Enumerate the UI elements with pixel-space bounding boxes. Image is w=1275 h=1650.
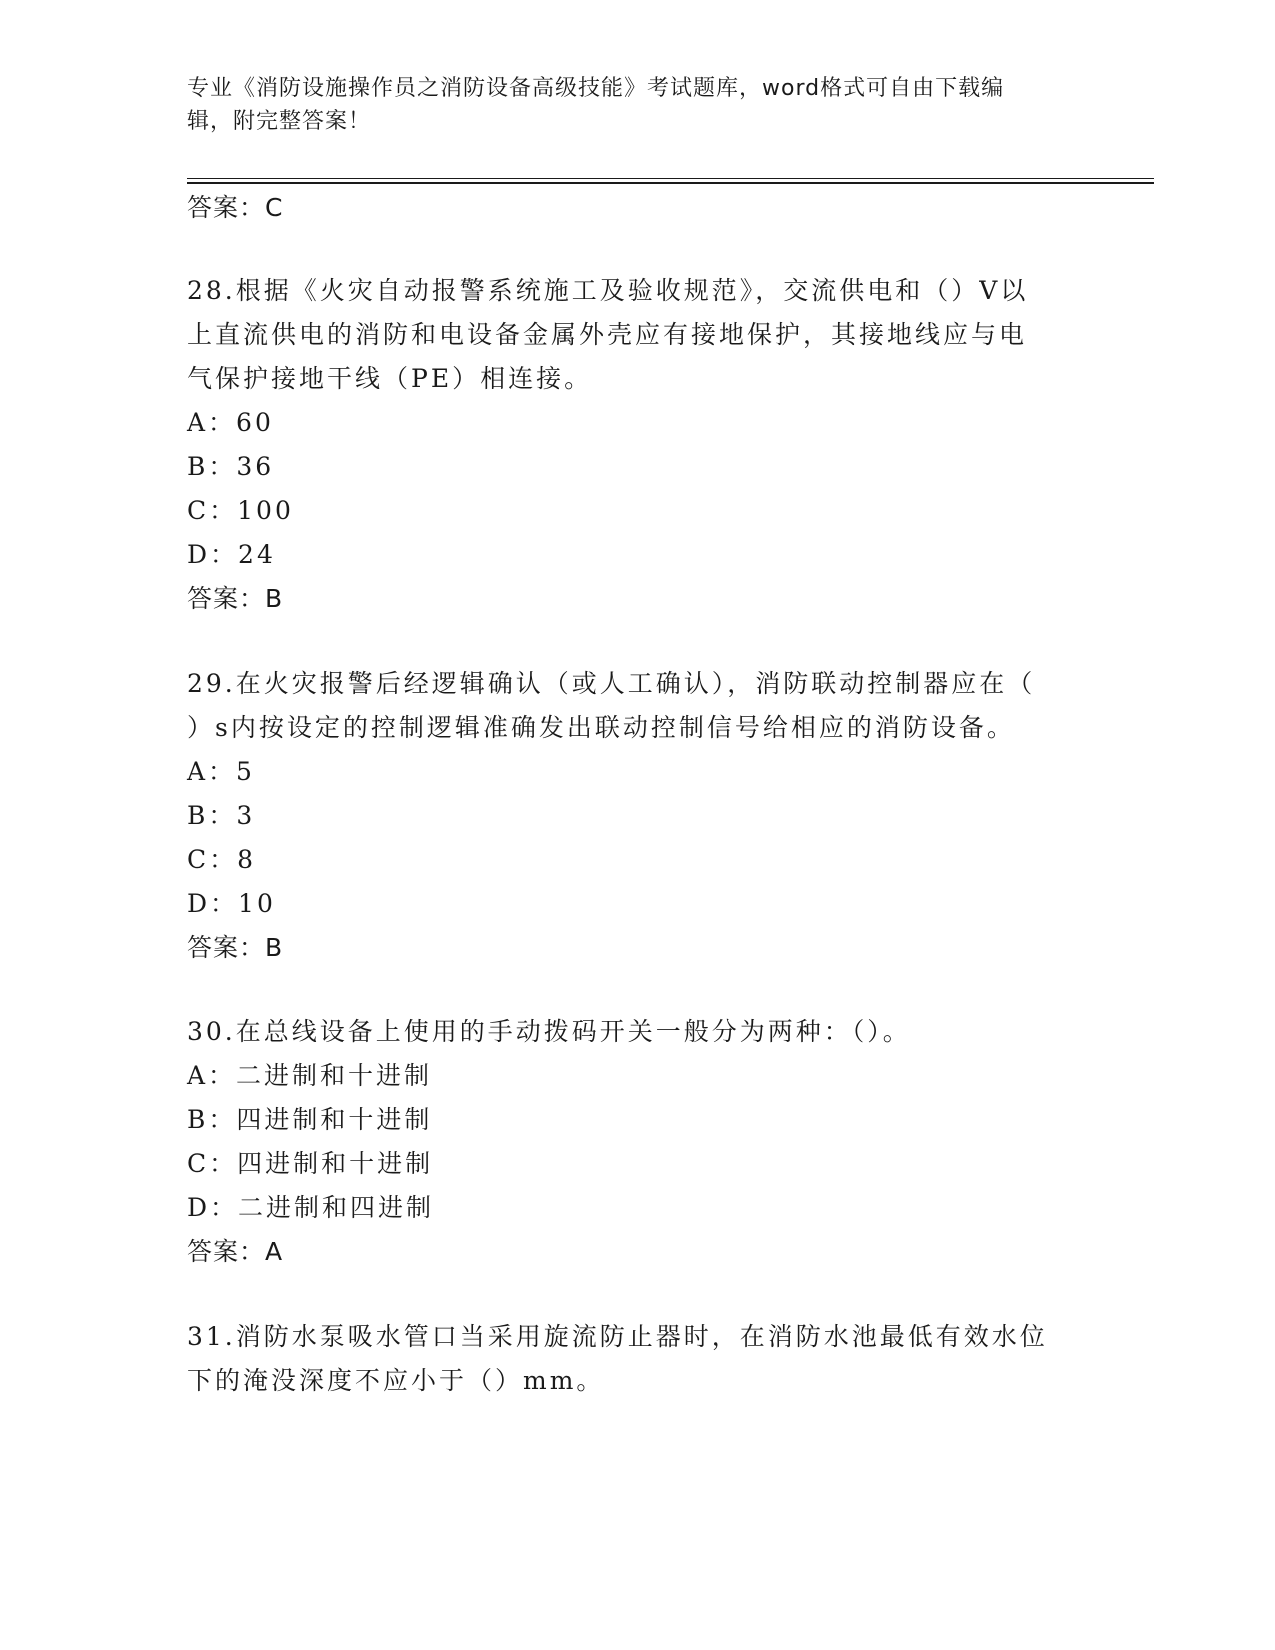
- question-31-text-line-1: 31.消防水泵吸水管口当采用旋流防止器时，在消防水池最低有效水位: [187, 1322, 1048, 1351]
- question-30-option-d: D：二进制和四进制: [187, 1193, 435, 1222]
- question-30-text-line-1: 30.在总线设备上使用的手动拨码开关一般分为两种：（）。: [187, 1017, 911, 1046]
- header-line-2: 辑，附完整答案！: [187, 109, 372, 134]
- header-divider-thin: [187, 178, 1154, 179]
- question-29-option-b: B：3: [187, 801, 256, 830]
- question-29-text-line-1: 29.在火灾报警后经逻辑确认（或人工确认），消防联动控制器应在（: [187, 669, 1036, 698]
- question-28-text-line-1: 28.根据《火灾自动报警系统施工及验收规范》，交流供电和（）V以: [187, 276, 1029, 305]
- question-28-text-line-2: 上直流供电的消防和电设备金属外壳应有接地保护，其接地线应与电: [187, 320, 1028, 349]
- header-line-1: 专业《消防设施操作员之消防设备高级技能》考试题库，word格式可自由下载编: [187, 76, 1005, 101]
- question-28-option-a: A：60: [187, 408, 274, 437]
- question-29-answer: 答案：B: [187, 933, 284, 962]
- document-header: [187, 72, 1067, 138]
- previous-answer: 答案：C: [187, 193, 284, 222]
- question-28-text-line-3: 气保护接地干线（PE）相连接。: [187, 364, 593, 393]
- question-29-option-a: A：5: [187, 757, 255, 786]
- question-29-text-line-2: ）s内按设定的控制逻辑准确发出联动控制信号给相应的消防设备。: [187, 713, 1015, 742]
- question-31-text-line-2: 下的淹没深度不应小于（）mm。: [187, 1366, 605, 1395]
- question-29-option-d: D：10: [187, 889, 276, 918]
- question-30-answer: 答案：A: [187, 1237, 284, 1266]
- question-28-option-c: C：100: [187, 496, 294, 525]
- question-29-option-c: C：8: [187, 845, 257, 874]
- question-30-option-a: A：二进制和十进制: [187, 1061, 433, 1090]
- question-30-option-c: C：四进制和十进制: [187, 1149, 434, 1178]
- question-28-option-d: D：24: [187, 540, 276, 569]
- question-30-option-b: B：四进制和十进制: [187, 1105, 433, 1134]
- question-28-answer: 答案：B: [187, 584, 284, 613]
- header-divider-thick: [187, 182, 1154, 184]
- question-28-option-b: B：36: [187, 452, 275, 481]
